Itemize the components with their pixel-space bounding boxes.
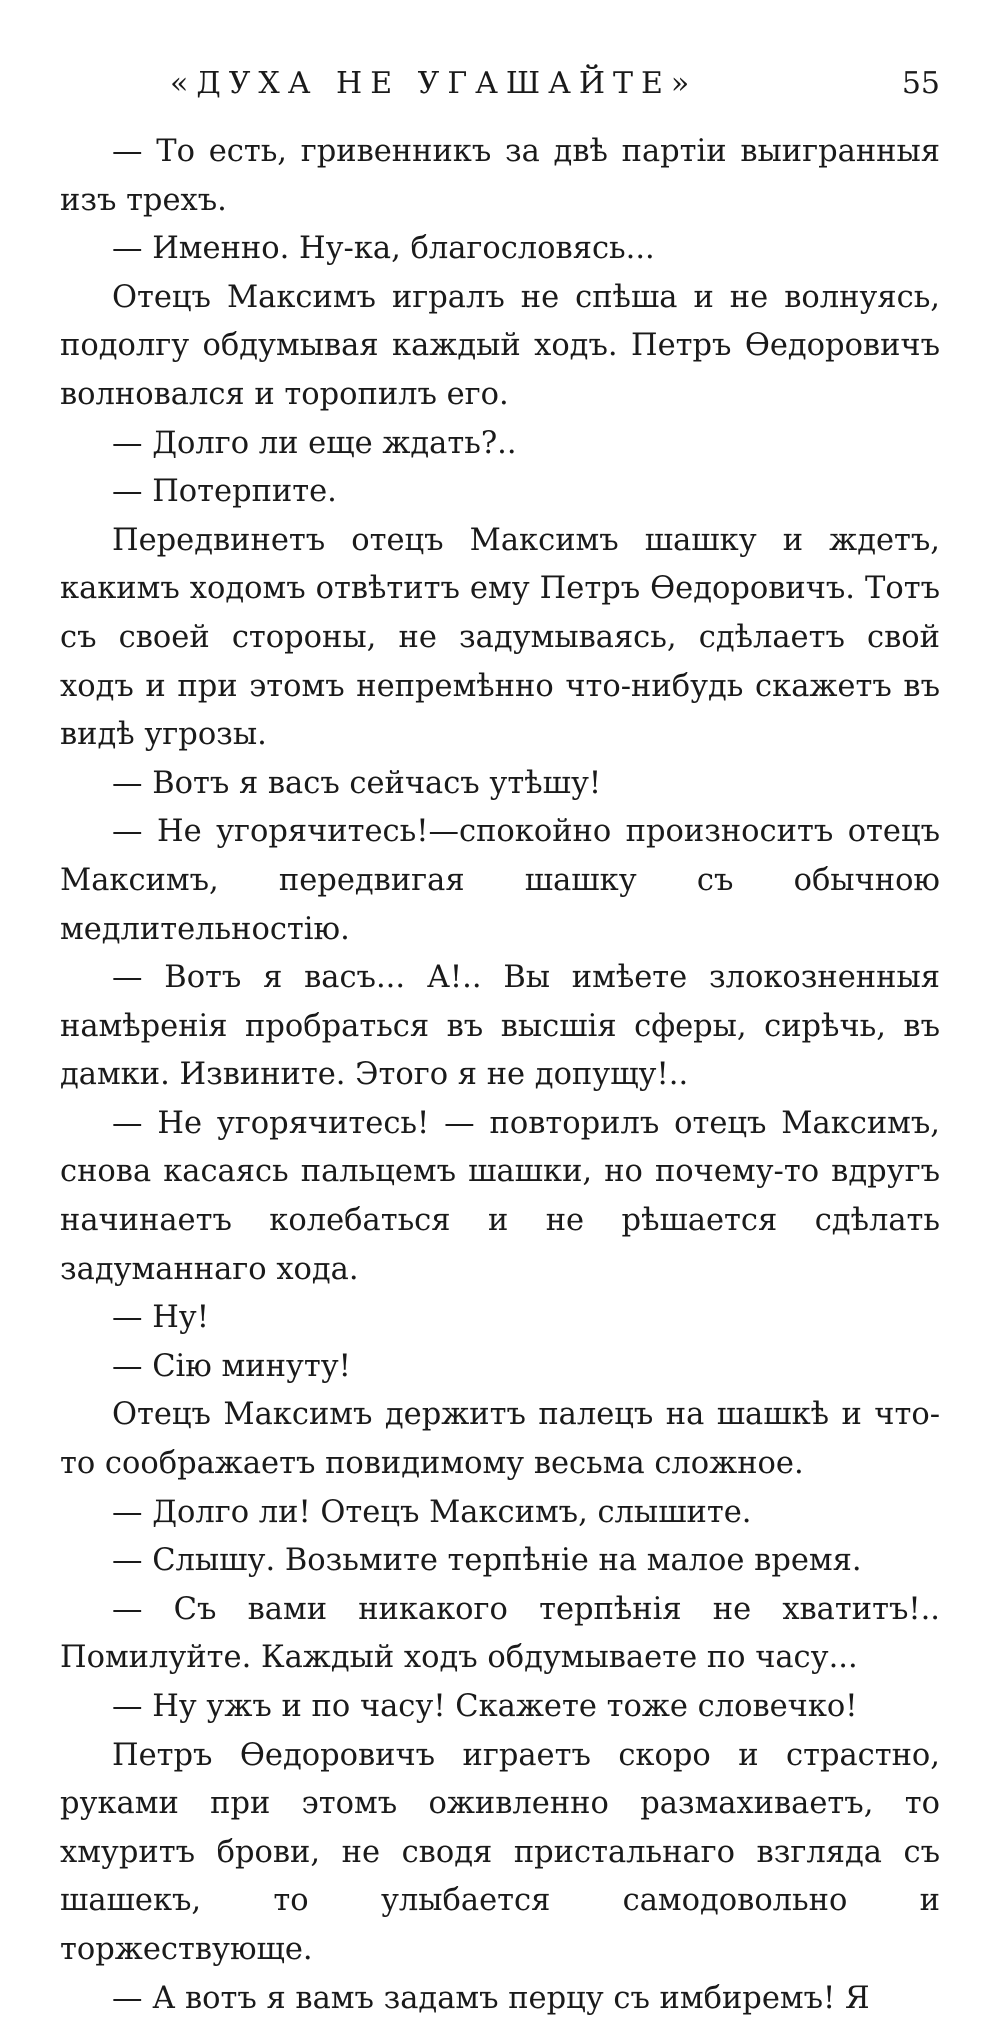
paragraph: Отецъ Максимъ держитъ палецъ на шашкѣ и что-то соображаетъ повидимому весьма сложное. — [60, 1397, 940, 1482]
body-text — [60, 128, 940, 2023]
paragraph: — Потерпите. — [112, 474, 337, 510]
paragraph: — Вотъ я васъ сейчасъ утѣшу! — [112, 765, 602, 801]
paragraph: — Ну! — [112, 1300, 209, 1336]
paragraph: — То есть, гривенникъ за двѣ партіи выигранныя изъ трехъ. — [60, 134, 940, 218]
paragraph: — Именно. Ну-ка, благословясь... — [112, 231, 655, 267]
paragraph: Передвинетъ отецъ Максимъ шашку и ждетъ, какимъ ходомъ отвѣтитъ ему Петръ Ѳедоровичъ. Тотъ съ своей стороны, не задумываясь, сдѣлаетъ свой ходъ и при этомъ непремѣнно что-нибудь скажетъ въ видѣ угрозы. — [60, 522, 940, 753]
paragraph: — Долго ли! Отецъ Максимъ, слышите. — [112, 1494, 752, 1530]
paragraph: — Слышу. Возьмите терпѣніе на малое время. — [112, 1543, 862, 1579]
paragraph: Петръ Ѳедоровичъ играетъ скоро и страстно, руками при этомъ оживленно размахиваетъ, то хмуритъ брови, не сводя пристальнаго взгляда съ шашекъ, то улыбается самодовольно и торжествующе. — [60, 1737, 940, 1967]
paragraph: — Не угорячитесь!—спокойно произноситъ отецъ Максимъ, передвигая шашку съ обычною медлительностію. — [60, 814, 940, 947]
paragraph: — Долго ли еще ждать?.. — [112, 425, 517, 461]
book-page — [60, 62, 940, 2016]
paragraph: — Сію минуту! — [112, 1348, 351, 1384]
paragraph: — Ну ужъ и по часу! Скажете тоже словечко! — [112, 1689, 858, 1724]
page-number: 55 — [901, 66, 940, 101]
page-header — [60, 62, 940, 106]
paragraph: — А вотъ я вамъ задамъ перцу съ имбиремъ! Я — [112, 1980, 870, 2016]
running-title: «ДУХА НЕ УГАШАЙТЕ» — [170, 66, 698, 101]
paragraph: — Съ вами никакого терпѣнія не хватитъ!.. Помилуйте. Каждый ходъ обдумываете по часу... — [60, 1591, 940, 1676]
paragraph: — Вотъ я васъ... А!.. Вы имѣете злокозненныя намѣренія пробраться въ высшія сферы, сирѣчь, въ дамки. Извините. Этого я не допущу!.. — [60, 960, 940, 1093]
paragraph: — Не угорячитесь! — повторилъ отецъ Максимъ, снова касаясь пальцемъ шашки, но почему-то вдругъ начинаетъ колебаться и не рѣшается сдѣлать задуманнаго хода. — [60, 1105, 940, 1287]
paragraph: Отецъ Максимъ игралъ не спѣша и не волнуясь, подолгу обдумывая каждый ходъ. Петръ Ѳедоровичъ волновался и торопилъ его. — [60, 279, 940, 412]
